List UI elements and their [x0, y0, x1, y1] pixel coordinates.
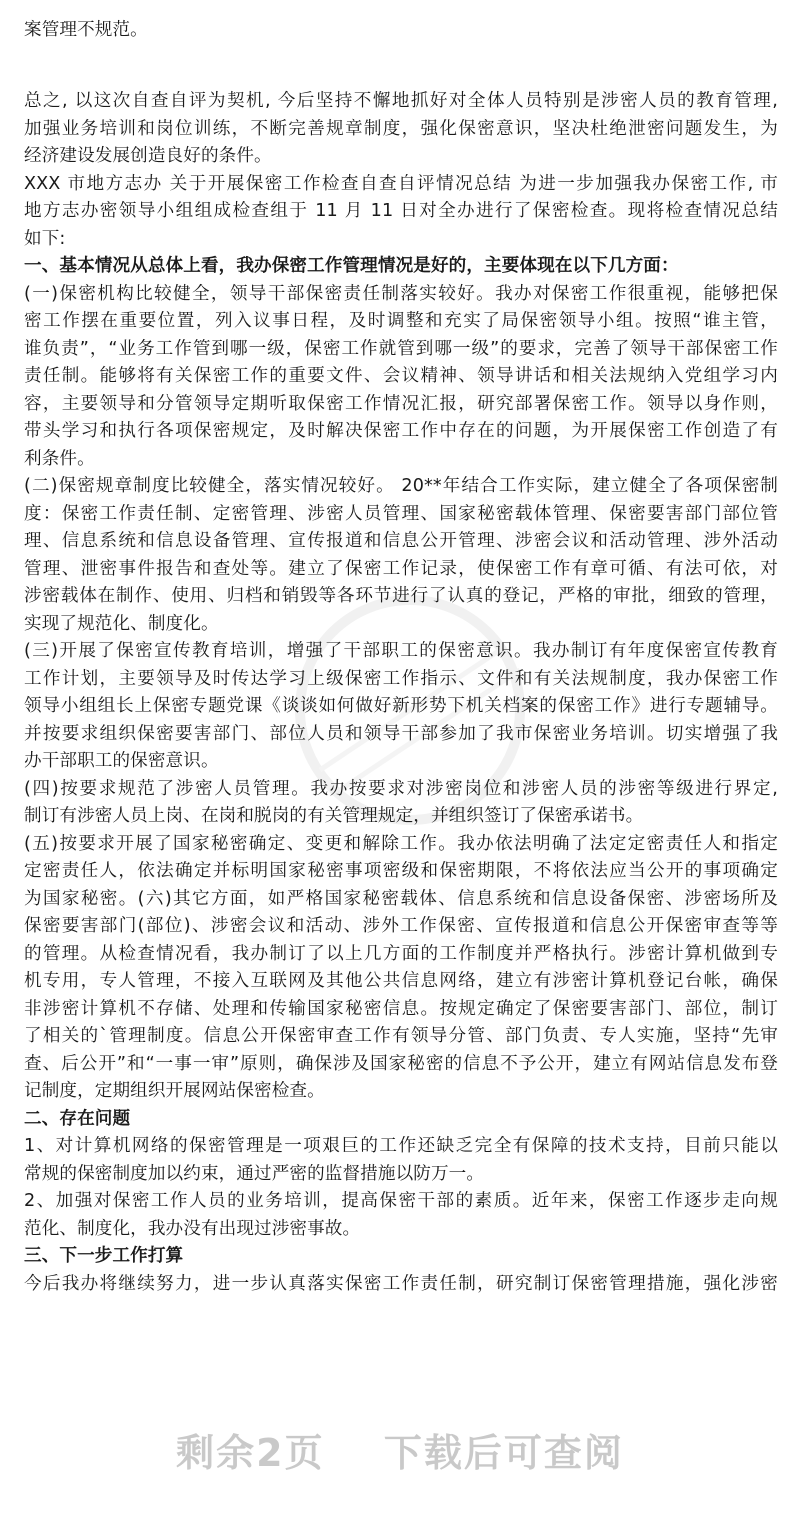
section-3-paragraph: [24, 638, 778, 776]
text-line: (五)按要求开展了国家秘密确定、变更和解除工作。我办依法明确了法定定密责任人和指定: [24, 833, 778, 854]
intro-paragraph: [24, 171, 778, 254]
text-line: (三)开展了保密宣传教育培训，增强了干部职工的保密意识。我办制订有年度保密宣传教育: [24, 641, 778, 661]
text-line: 工作计划，主要领导及时传达学习上级保密工作指示、文件和有关法规制度，我办保密工作: [24, 668, 778, 689]
text-line: 1、对计算机网络的保密管理是一项艰巨的工作还缺乏完全有保障的技术支持，目前只能以: [24, 1136, 778, 1156]
text-line-fragment: [24, 0, 778, 17]
text-line: 今后我办将继续努力，进一步认真落实保密工作责任制，研究制订保密管理措施，强化涉密: [24, 1273, 778, 1294]
text-line: 管理、泄密事件报告和查处等。建立了保密工作记录，使保密工作有章可循、有法可依，对: [24, 558, 778, 579]
text-line: 2、加强对保密工作人员的业务培训，提高保密干部的素质。近年来，保密工作逐步走向规: [24, 1191, 778, 1211]
text-line: 密工作摆在重要位置，列入议事日程，及时调整和充实了局保密领导小组。按照“谁主管，: [24, 311, 778, 331]
text-line: 了相关的`管理制度。信息公开保密审查工作有领导分管、部门负责、专人实施，坚持“先审: [24, 1026, 778, 1046]
download-to-view-label[interactable]: 下载后可查阅: [383, 1431, 624, 1475]
text-line: (二)保密规章制度比较健全，落实情况较好。 20**年结合工作实际，建立健全了各项保密制: [24, 476, 778, 496]
text-line: 常规的保密制度加以约束，通过严密的监督措施以防万一。: [24, 1163, 485, 1184]
text-line: 经济建设发展创造良好的条件。: [24, 146, 272, 166]
section-heading-3: 三、下一步工作打算: [24, 1246, 184, 1266]
text-line: 加强业务培训和岗位训练，不断完善规章制度，强化保密意识，坚决杜绝泄密问题发生，为: [24, 118, 778, 139]
text-line: 利条件。: [24, 448, 95, 469]
text-line: 实现了规范化、制度化。: [24, 613, 219, 634]
section-heading-2: 二、存在问题: [24, 1108, 131, 1129]
text-line: (四)按要求规范了涉密人员管理。我办按要求对涉密岗位和涉密人员的涉密等级进行界定,: [24, 778, 778, 799]
problems-paragraph: [24, 1133, 778, 1243]
text-line: 领导小组组长上保密专题党课《谈谈如何做好新形势下机关档案的保密工作》进行专题辅导。: [24, 696, 778, 716]
section-4-paragraph: [24, 776, 778, 831]
text-line: 度：保密工作责任制、定密管理、涉密人员管理、国家秘密载体管理、保密要害部门部位管: [24, 503, 778, 524]
section-1-paragraph: [24, 281, 778, 474]
text-line: XXX 市地方志办 关于开展保密工作检查自查自评情况总结 为进一步加强我办保密工作, 市: [24, 173, 778, 194]
document-body: [24, 0, 778, 1298]
text-line: 办干部职工的保密意识。: [24, 751, 219, 771]
text-line: 带头学习和执行各项保密规定，及时解决保密工作中存在的问题，为开展保密工作创造了有: [24, 421, 778, 441]
text-line: 容，主要领导和分管领导定期听取保密工作情况汇报，研究部署保密工作。领导以身作则，: [24, 393, 778, 414]
text-line: 为国家秘密。(六)其它方面，如严格国家秘密载体、信息系统和信息设备保密、涉密场所及: [24, 888, 778, 909]
text-line: 范化、制度化，我办没有出现过涉密事故。: [24, 1218, 361, 1239]
text-line: 保密要害部门(部位)、涉密会议和活动、涉外工作保密、宣传报道和信息公开保密审查等等: [24, 916, 778, 936]
text-line: 记制度，定期组织开展网站保密检查。: [24, 1081, 325, 1101]
text-line: 定密责任人，依法确定并标明国家秘密事项密级和保密期限，不将依法应当公开的事项确定: [24, 861, 778, 881]
text-line: 涉密载体在制作、使用、归档和销毁等各环节进行了认真的登记，严格的审批，细致的管理，: [24, 586, 778, 606]
text-line: 地方志办密领导小组组成检查组于 11 月 11 日对全办进行了保密检查。现将检查情况总结: [24, 201, 778, 221]
text-line: 总之, 以这次自查自评为契机, 今后坚持不懈地抓好对全体人员特别是涉密人员的教育管理,: [24, 91, 778, 111]
text-line: 非涉密计算机不存储、处理和传输国家秘密信息。按规定确定了保密要害部门、部位，制订: [24, 998, 778, 1019]
text-line: 责任制。能够将有关保密工作的重要文件、会议精神、领导讲话和相关法规纳入党组学习内: [24, 366, 778, 386]
text-line: 查、后公开”和“一事一审”原则，确保涉及国家秘密的信息不予公开，建立有网站信息发布登: [24, 1053, 778, 1074]
text-line: 理、信息系统和信息设备管理、宣传报道和信息公开管理、涉密会议和活动管理、涉外活动: [24, 531, 778, 551]
summary-paragraph: [24, 88, 778, 171]
text-line: 案管理不规范。: [24, 19, 148, 40]
text-line: 并按要求组织保密要害部门、部位人员和领导干部参加了我市保密业务培训。切实增强了我: [24, 723, 778, 744]
text-line: 如下:: [24, 228, 66, 249]
text-line: 机专用，专人管理，不接入互联网及其他公共信息网络，建立有涉密计算机登记台帐，确保: [24, 971, 778, 991]
section-2-paragraph: [24, 473, 778, 638]
remaining-pages-label: 剩余2页: [176, 1431, 325, 1475]
download-banner[interactable]: [0, 1418, 800, 1488]
section-heading-1: 一、基本情况从总体上看，我办保密工作管理情况是好的，主要体现在以下几方面：: [24, 256, 679, 276]
text-line: 谁负责”，“业务工作管到哪一级，保密工作就管到哪一级”的要求，完善了领导干部保密工作: [24, 338, 778, 359]
top-fragment: [24, 0, 778, 44]
paragraph-gap: [24, 44, 778, 88]
text-line: 制订有涉密人员上岗、在岗和脱岗的有关管理规定，并组织签订了保密承诺书。: [24, 806, 644, 826]
text-line: (一)保密机构比较健全，领导干部保密责任制落实较好。我办对保密工作很重视，能够把保: [24, 283, 778, 304]
section-5-paragraph: [24, 831, 778, 1106]
plan-paragraph: [24, 1271, 778, 1299]
text-line: 的管理。从检查情况看，我办制订了以上几方面的工作制度并严格执行。涉密计算机做到专: [24, 943, 778, 964]
